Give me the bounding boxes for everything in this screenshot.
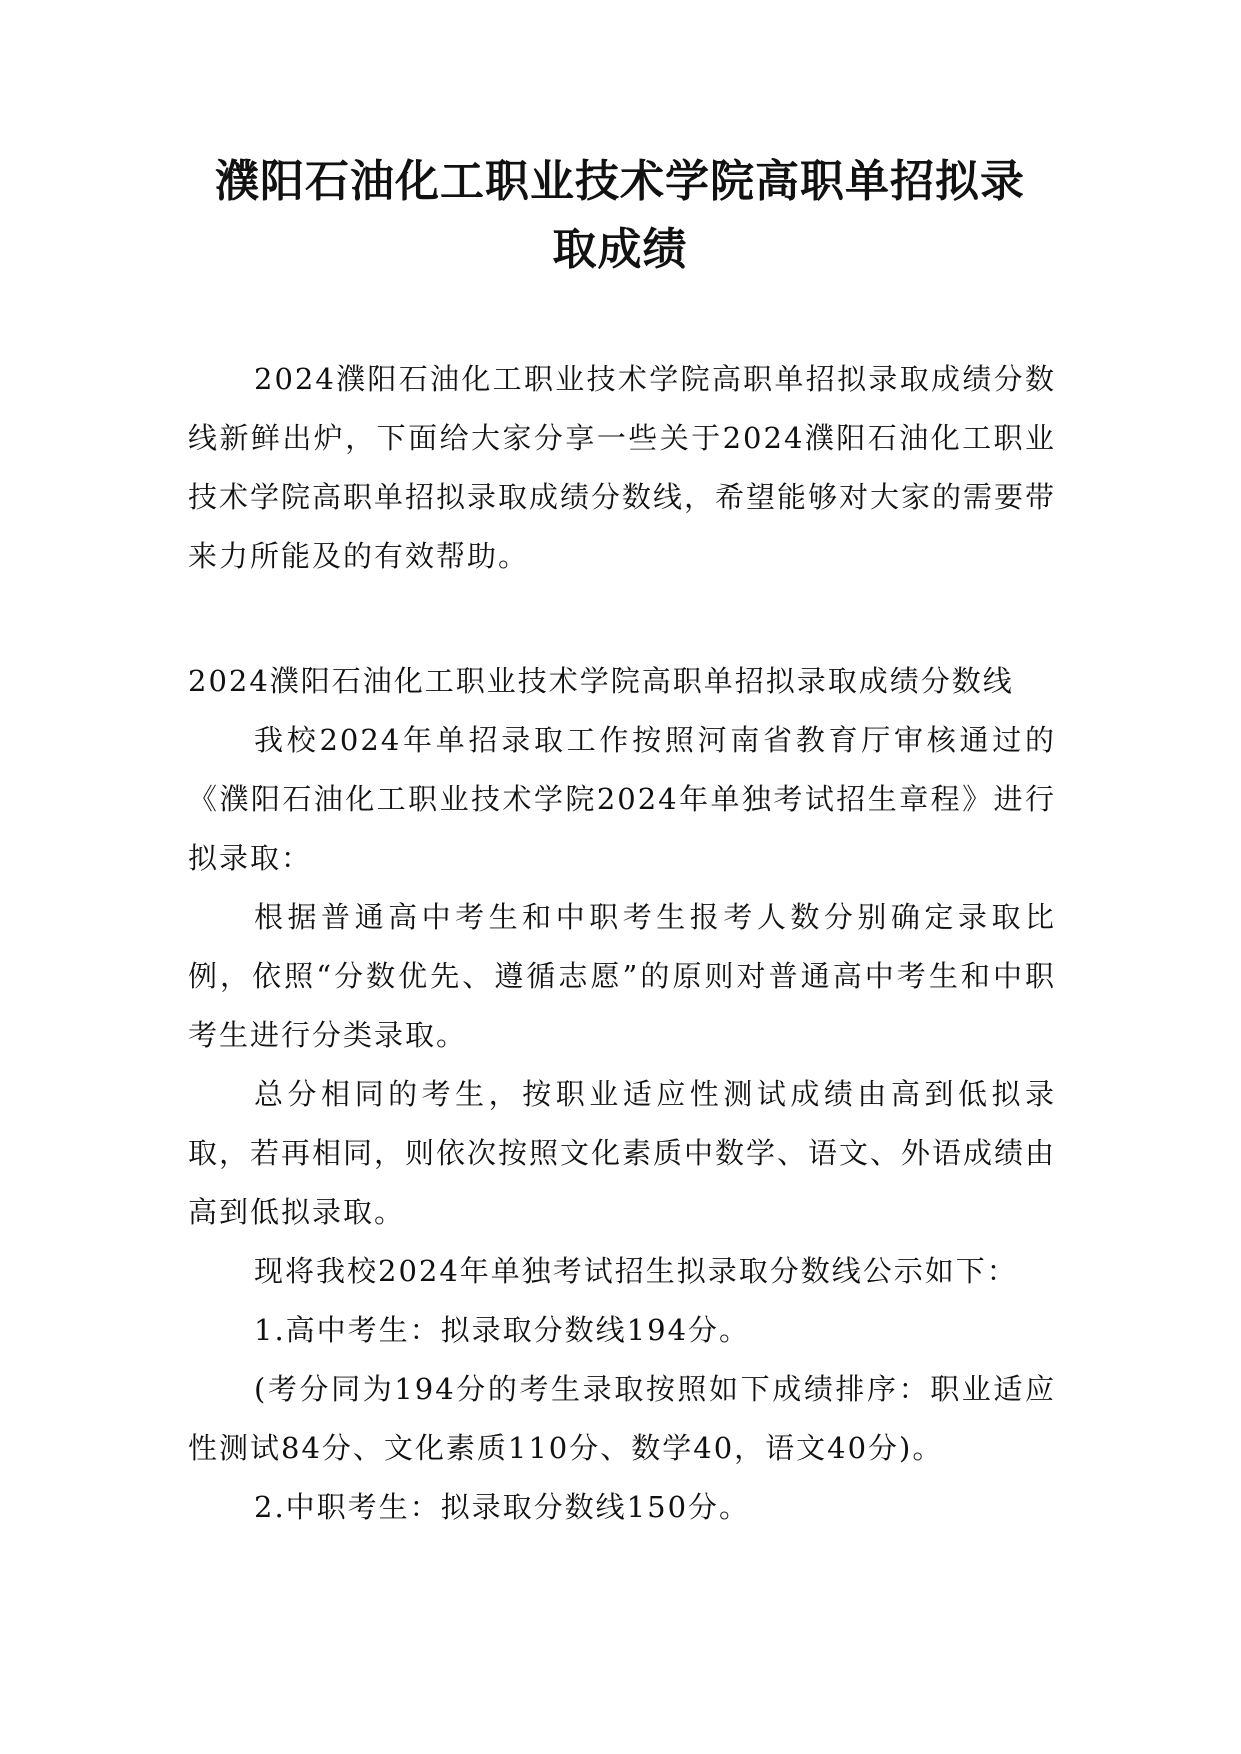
paragraph-highschool-detail: (考分同为194分的考生录取按照如下成绩排序：职业适应性测试84分、文化素质110分、数学40，语文40分)。 — [188, 1372, 1056, 1465]
document-title — [150, 148, 1090, 284]
document-body — [188, 350, 1056, 1537]
title-line-1: 濮阳石油化工职业技术学院高职单招拟录 — [215, 156, 1025, 207]
title-line-2: 取成绩 — [552, 224, 688, 275]
intro-paragraph: 2024濮阳石油化工职业技术学院高职单招拟录取成绩分数线新鲜出炉，下面给大家分享一些关于2024濮阳石油化工职业技术学院高职单招拟录取成绩分数线，希望能够对大家的需要带来力所能及的有效帮助。 — [188, 362, 1057, 573]
paragraph-ratio: 根据普通高中考生和中职考生报考人数分别确定录取比例，依照“分数优先、遵循志愿”的原则对普通高中考生和中职考生进行分类录取。 — [188, 900, 1056, 1052]
paragraph-tiebreak: 总分相同的考生，按职业适应性测试成绩由高到低拟录取，若再相同，则依次按照文化素质中数学、语文、外语成绩由高到低拟录取。 — [188, 1077, 1057, 1229]
paragraph-announcement: 现将我校2024年单独考试招生拟录取分数线公示如下： — [254, 1254, 1018, 1288]
paragraph-highschool-line: 1.高中考生：拟录取分数线194分。 — [254, 1313, 751, 1347]
section-heading: 2024濮阳石油化工职业技术学院高职单招拟录取成绩分数线 — [188, 664, 1014, 698]
paragraph-vocational-line: 2.中职考生：拟录取分数线150分。 — [254, 1490, 751, 1524]
paragraph-procedure: 我校2024年单招录取工作按照河南省教育厅审核通过的《濮阳石油化工职业技术学院2024年单独考试招生章程》进行拟录取： — [188, 723, 1056, 875]
